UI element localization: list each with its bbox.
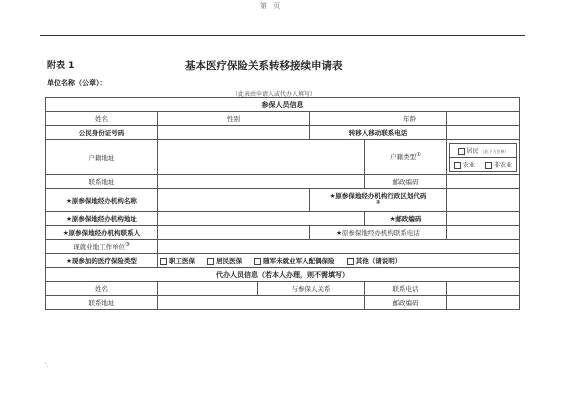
non-agri-checkbox[interactable]: [485, 162, 492, 169]
agent-name-field[interactable]: [158, 282, 258, 296]
agent-name-label: 姓名: [46, 282, 158, 296]
name-label: 姓名: [46, 112, 158, 126]
option-resident[interactable]: 居民医保: [207, 256, 242, 265]
annex-label: 附表 1: [47, 61, 75, 71]
agent-phone-field[interactable]: [447, 282, 520, 296]
postcode-field[interactable]: [447, 175, 520, 189]
military-spouse-checkbox[interactable]: [254, 258, 261, 265]
footer-mark: '.: [45, 362, 49, 369]
hukou-address-label: 户籍地址: [46, 140, 158, 175]
mobile-label: 转移人移动联系电话: [310, 126, 447, 140]
age-field[interactable]: [447, 112, 520, 126]
postcode-label: 邮政编码: [365, 175, 447, 189]
unit-name-label: 单位名称（公章）：: [47, 79, 107, 87]
insurance-type-label: ★现参加的医疗保险类型: [46, 254, 158, 268]
insurance-type-options: [158, 254, 520, 268]
hukou-type-label: 户籍类型①: [365, 140, 447, 175]
agent-relation-label: 与参保人关系: [258, 282, 365, 296]
agent-address-label: 联系地址: [46, 296, 158, 310]
non-agri-option[interactable]: 非农业: [485, 162, 512, 169]
header-divider: [40, 35, 525, 36]
age-label: 年龄: [310, 112, 447, 126]
agent-postcode-label: 邮政编码: [365, 296, 447, 310]
agri-checkbox[interactable]: [454, 162, 461, 169]
option-military-spouse[interactable]: 随军未就业军人配偶保险: [254, 256, 335, 265]
current-unit-label: 现就业地工作单位③: [46, 240, 158, 254]
id-number-label: 公民身份证号码: [46, 126, 158, 140]
option-employee[interactable]: 职工医保: [160, 256, 195, 265]
insured-section-title: 参保人员信息: [46, 98, 520, 112]
orig-region-code-label: ★原参保地经办机构行政区划代码 ②: [310, 189, 447, 212]
orig-agency-name-label: ★原参保地经办机构名称: [46, 189, 158, 212]
fill-note: （此表由申请人或代办人填写）: [232, 91, 317, 98]
option-other[interactable]: 其他（请说明）: [347, 256, 402, 265]
application-form-table: [45, 97, 520, 310]
orig-postcode-label: ★邮政编码: [365, 212, 447, 226]
orig-phone-label: ★原参保地经办机构联系电话: [310, 226, 447, 240]
agri-option[interactable]: 农业 非农业: [450, 157, 517, 171]
resident-option[interactable]: 居民 （此下方注释）: [450, 143, 517, 157]
current-unit-field[interactable]: [158, 240, 520, 254]
orig-agency-name-field[interactable]: [158, 189, 310, 212]
form-title: 基本医疗保险关系转移接续申请表: [185, 60, 343, 72]
orig-phone-field[interactable]: [447, 226, 520, 240]
hukou-type-options: [447, 140, 520, 175]
orig-agency-address-field[interactable]: [158, 212, 365, 226]
id-number-field[interactable]: [158, 126, 310, 140]
other-checkbox[interactable]: [347, 258, 354, 265]
contact-address-label: 联系地址: [46, 175, 158, 189]
orig-contact-field[interactable]: [158, 226, 310, 240]
agent-phone-label: 联系电话: [365, 282, 447, 296]
agent-address-field[interactable]: [158, 296, 365, 310]
employee-checkbox[interactable]: [160, 258, 167, 265]
agent-section-title: 代办人员信息（若本人办理，则不需填写）: [46, 268, 520, 282]
resident-insurance-checkbox[interactable]: [207, 258, 214, 265]
orig-agency-address-label: ★原参保地经办机构地址: [46, 212, 158, 226]
hukou-address-field[interactable]: [158, 140, 365, 175]
orig-region-code-field[interactable]: [447, 189, 520, 212]
mobile-field[interactable]: [447, 126, 520, 140]
agent-postcode-field[interactable]: [447, 296, 520, 310]
orig-contact-label: ★原参保地经办机构联系人: [46, 226, 158, 240]
orig-postcode-field[interactable]: [447, 212, 520, 226]
page-number: 第 页: [260, 2, 283, 10]
contact-address-field[interactable]: [158, 175, 365, 189]
top-bar: [0, 0, 565, 14]
gender-label: 性别: [158, 112, 310, 126]
resident-checkbox[interactable]: [458, 148, 465, 155]
